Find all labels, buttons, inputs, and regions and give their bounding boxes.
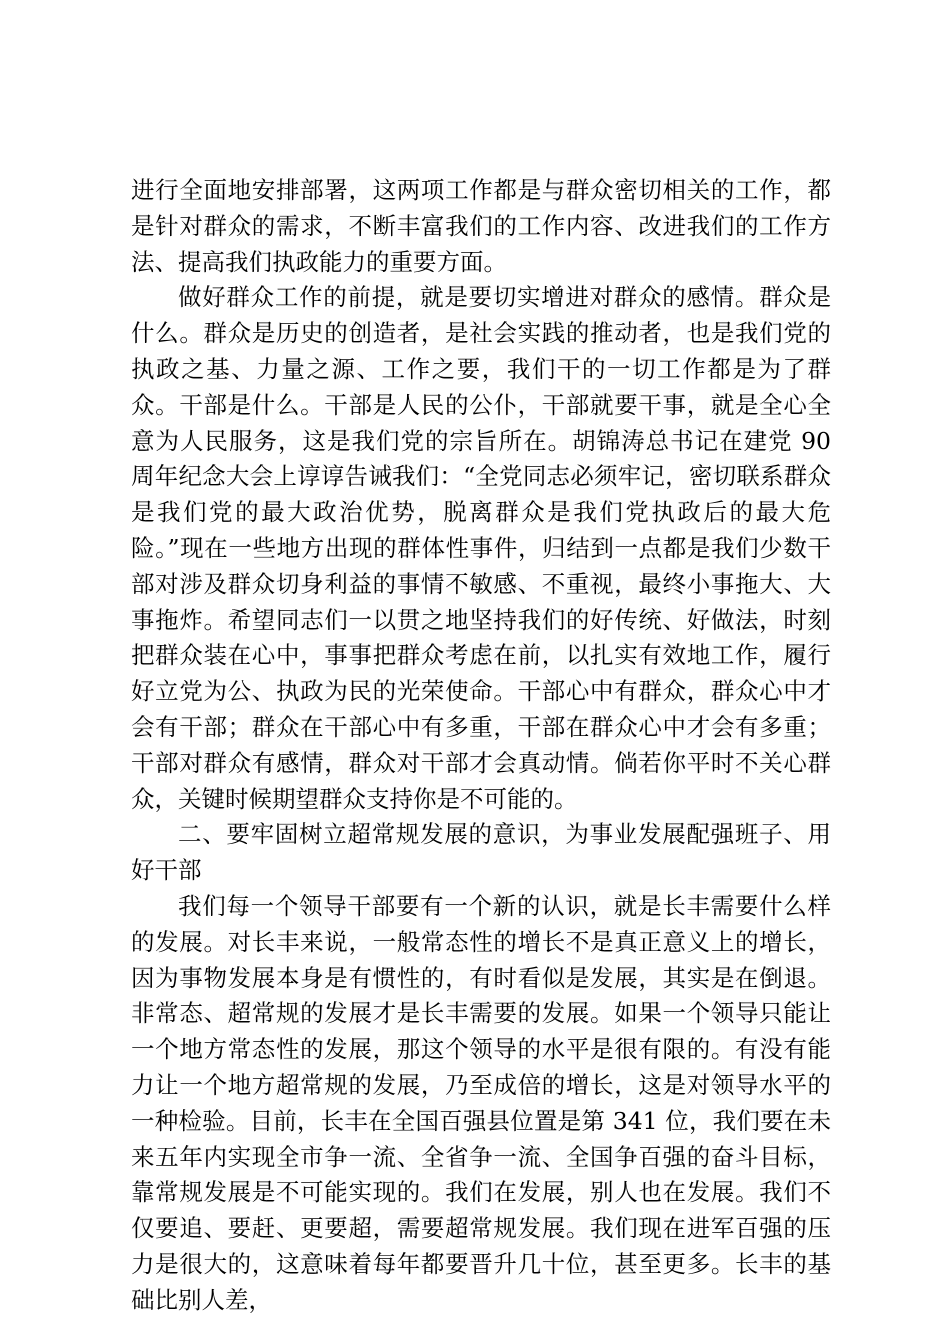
paragraph-continuation: 进行全面地安排部署，这两项工作都是与群众密切相关的工作，都是针对群众的需求，不断丰富我们的工作内容、改进我们的工作方法、提高我们执政能力的重要方面。 xyxy=(131,176,831,276)
paragraph-development: 我们每一个领导干部要有一个新的认识，就是长丰需要什么样的发展。对长丰来说，一般常态性的增长不是真正意义上的增长，因为事物发展本身是有惯性的，有时看似是发展，其实是在倒退。非常态、超常规的发展才是长丰需要的发展。如果一个领导只能让一个地方常态性的发展，那这个领导的水平是很有限的。有没有能力让一个地方超常规的发展，乃至成倍的增长，这是对领导水平的一种检验。目前，长丰在全国百强县位置是第 341 位，我们要在未来五年内实现全市争一流、全省争一流、全国争百强的奋斗目标，靠常规发展是不可能实现的。我们在发展，别人也在发展。我们不仅要追、要赶、更要超，需要超常规发展。我们现在进军百强的压力是很大的，这意味着每年都要晋升几十位，甚至更多。长丰的基础比别人差， xyxy=(131,891,831,1314)
section-heading-two: 二、要牢固树立超常规发展的意识，为事业发展配强班子、用好干部 xyxy=(131,820,831,885)
paragraph-mass-work: 做好群众工作的前提，就是要切实增进对群众的感情。群众是什么。群众是历史的创造者，是社会实践的推动者，也是我们党的执政之基、力量之源、工作之要，我们干的一切工作都是为了群众。干部是什么。干部是人民的公仆，干部就要干事，就是全心全意为人民服务，这是我们党的宗旨所在。胡锦涛总书记在建党 90 周年纪念大会上谆谆告诫我们：“全党同志必须牢记，密切联系群众是我们党的最大政治优势，脱离群众是我们党执政后的最大危险。”现在一些地方出现的群体性事件，归结到一点都是我们少数干部对涉及群众切身利益的事情不敏感、不重视，最终小事拖大、大事拖炸。希望同志们一以贯之地坚持我们的好传统、好做法，时刻把群众装在心中，事事把群众考虑在前，以扎实有效地工作，履行好立党为公、执政为民的光荣使命。干部心中有群众，群众心中才会有干部；群众在干部心中有多重，干部在群众心中才会有多重；干部对群众有感情，群众对干部才会真动情。倘若你平时不关心群众，关键时候期望群众支持你是不可能的。 xyxy=(131,283,831,813)
document-body xyxy=(131,173,831,1319)
